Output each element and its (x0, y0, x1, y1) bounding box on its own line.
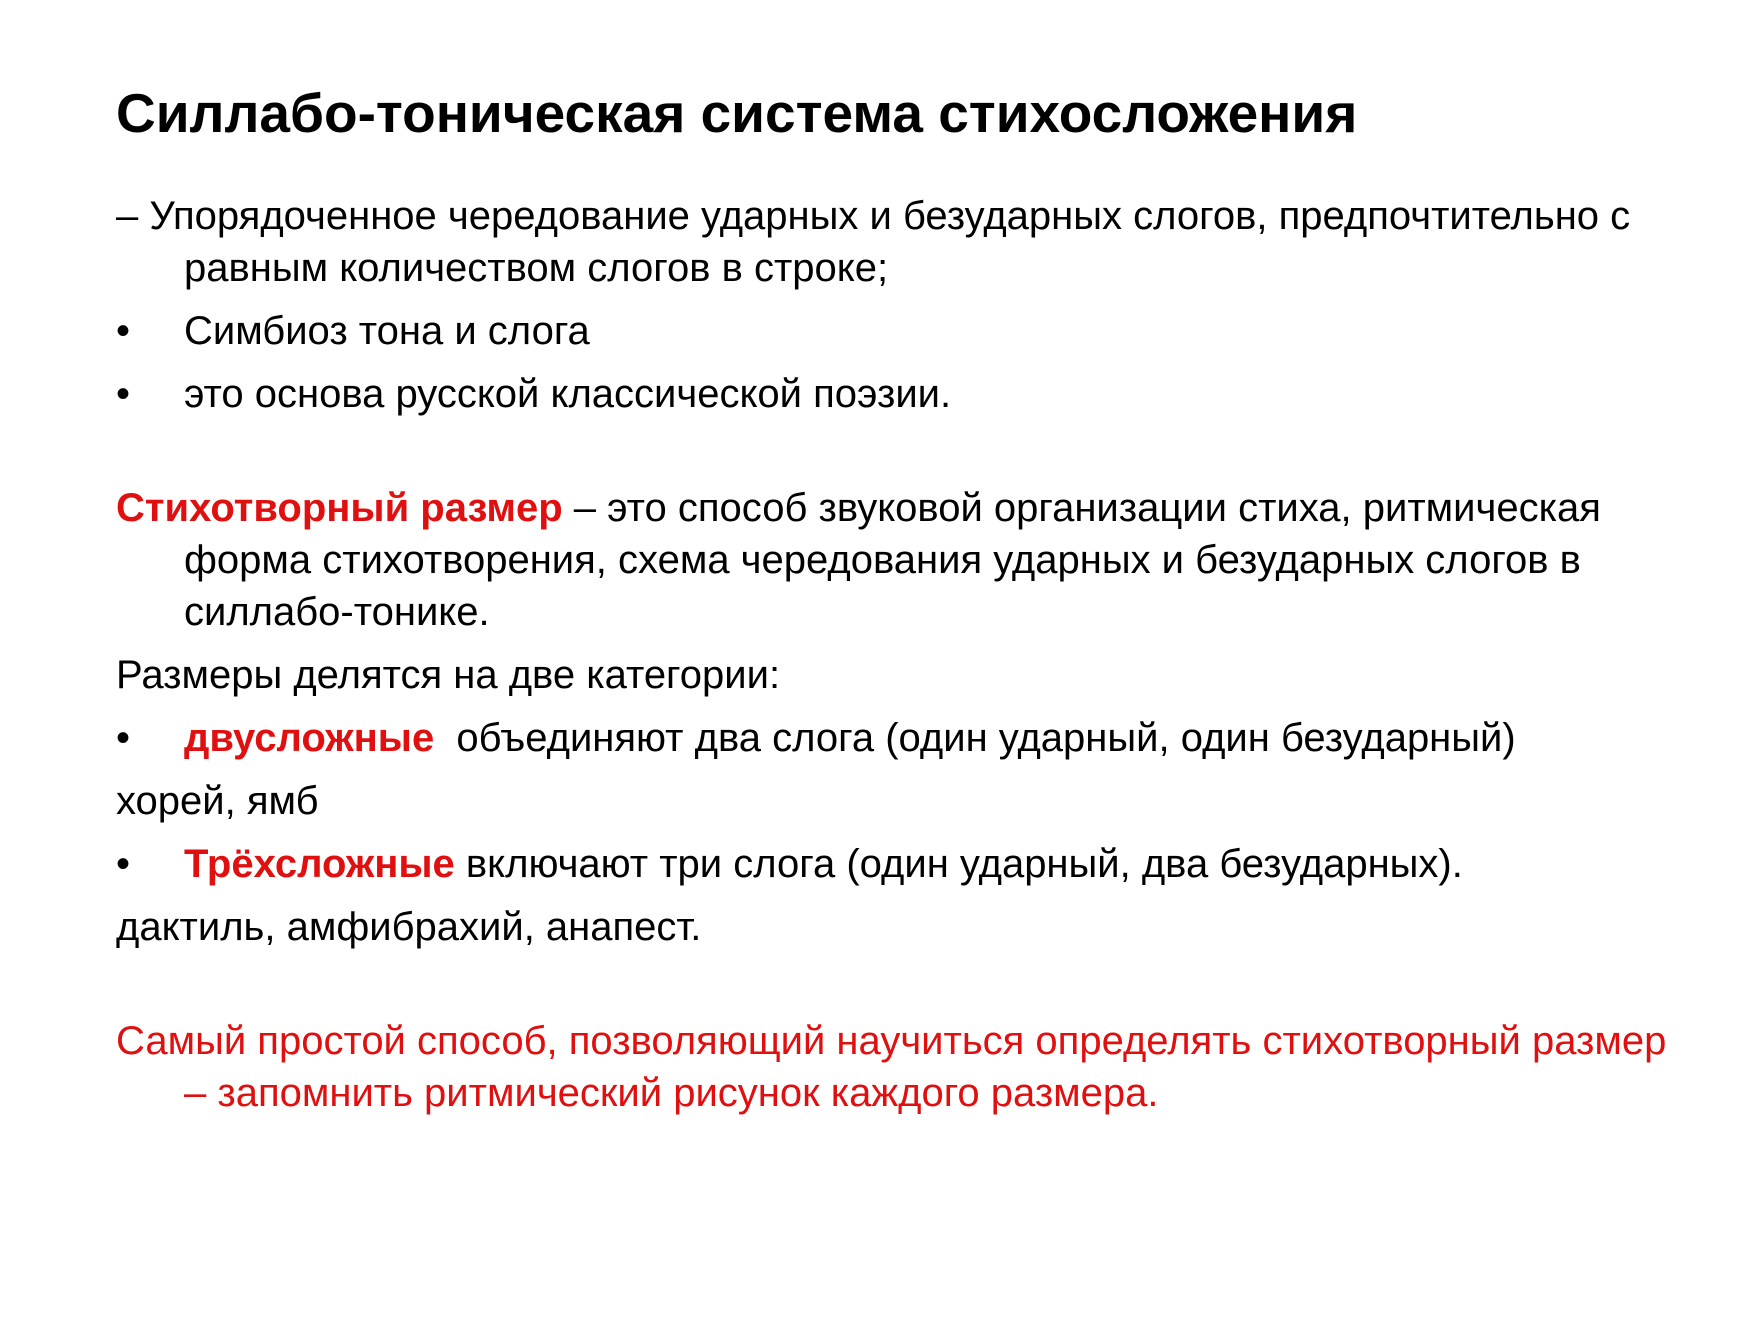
bullet-text: Симбиоз тона и слога (184, 309, 590, 353)
syllabo-tonic-definition: – Упорядоченное чередование ударных и безударных слогов, предпочтительно с равным количеством слогов в строке; (116, 194, 1631, 290)
bullet-marker: • (116, 842, 131, 886)
conclusion: Самый простой способ, позволяющий научиться определять стихотворный размер – запомнить ритмический рисунок каждого размера. (116, 1019, 1667, 1115)
three-syllable-text: включают три слога (один ударный, два безударных). (454, 842, 1463, 886)
meter-term: Стихотворный размер (116, 486, 563, 530)
categories-intro: Размеры делятся на две категории: (116, 653, 781, 697)
three-syllable-term: Трёхсложные (184, 842, 455, 886)
two-syllable-examples: хорей, ямб (116, 779, 319, 823)
list-item (116, 305, 1676, 357)
three-syllable-examples: дактиль, амфибрахий, анапест. (116, 905, 702, 949)
bullet-text: это основа русской классической поэзии. (184, 372, 952, 416)
bullet-marker: • (116, 716, 131, 760)
list-item (116, 368, 1676, 420)
list-item-three-syllable (116, 838, 1676, 890)
slide-body (116, 190, 1676, 1119)
meter-definition (116, 482, 1676, 638)
bullet-marker: • (116, 372, 131, 416)
meter-definition-text: – это способ звуковой организации стиха, ритмическая форма стихотворения, схема чередования ударных и безударных слогов в силлабо-тонике. (184, 486, 1601, 634)
two-syllable-term: двусложные (184, 716, 435, 760)
list-item-two-syllable (116, 712, 1676, 764)
bullet-marker: • (116, 309, 131, 353)
two-syllable-text: объединяют два слога (один ударный, один безударный) (434, 716, 1516, 760)
slide-title: Силлабо-тоническая система стихосложения (116, 82, 1358, 144)
